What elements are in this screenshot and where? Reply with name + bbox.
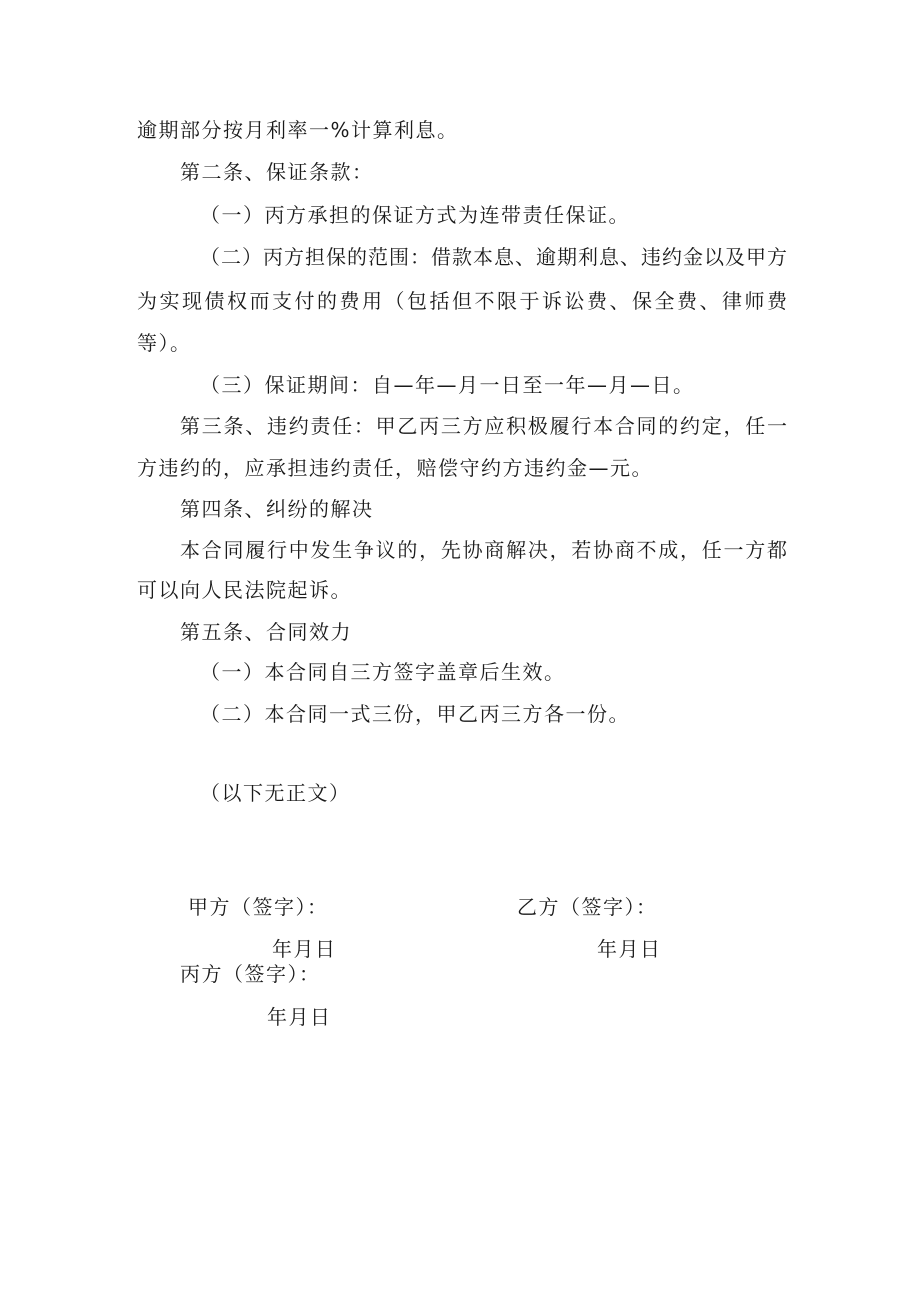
paragraph-line: 可以向人民法院起诉。 [137,578,352,602]
party-a-signature-label: 甲方（签字）： [188,895,329,919]
paragraph-line: （二）丙方担保的范围：借款本息、逾期利息、违约金以及甲方 [200,245,787,269]
party-b-date: 年月日 [597,937,662,961]
paragraph-line: 等）。 [137,331,192,355]
paragraph-line: 本合同履行中发生争议的，先协商解决，若协商不成，任一方都 [180,538,787,562]
clause-heading: 第四条、纠纷的解决 [180,497,374,521]
paragraph-line: （二）本合同一式三份，甲乙丙三方各一份。 [200,702,630,726]
paragraph-line: （三）保证期间：自—年—月一日至一年—月—日。 [200,373,695,397]
paragraph-line: （一）丙方承担的保证方式为连带责任保证。 [200,203,630,227]
party-b-signature-label: 乙方（签字）： [517,895,658,919]
clause-heading: 第五条、合同效力 [180,620,352,644]
end-of-text-note: （以下无正文） [200,781,351,805]
party-a-date: 年月日 [272,937,337,961]
party-c-signature-label: 丙方（签字）： [180,962,321,986]
paragraph-line: （一）本合同自三方签字盖章后生效。 [200,660,566,684]
party-c-date: 年月日 [267,1005,332,1029]
paragraph-line: 为实现债权而支付的费用（包括但不限于诉讼费、保全费、律师费 [137,289,787,313]
clause-heading: 第二条、保证条款： [180,160,374,184]
paragraph-line: 方违约的，应承担违约责任，赔偿守约方违约金—元。 [137,456,653,480]
clause-heading: 第三条、违约责任：甲乙丙三方应积极履行本合同的约定，任一 [180,414,787,438]
paragraph-line: 逾期部分按月利率一%计算利息。 [137,118,459,142]
